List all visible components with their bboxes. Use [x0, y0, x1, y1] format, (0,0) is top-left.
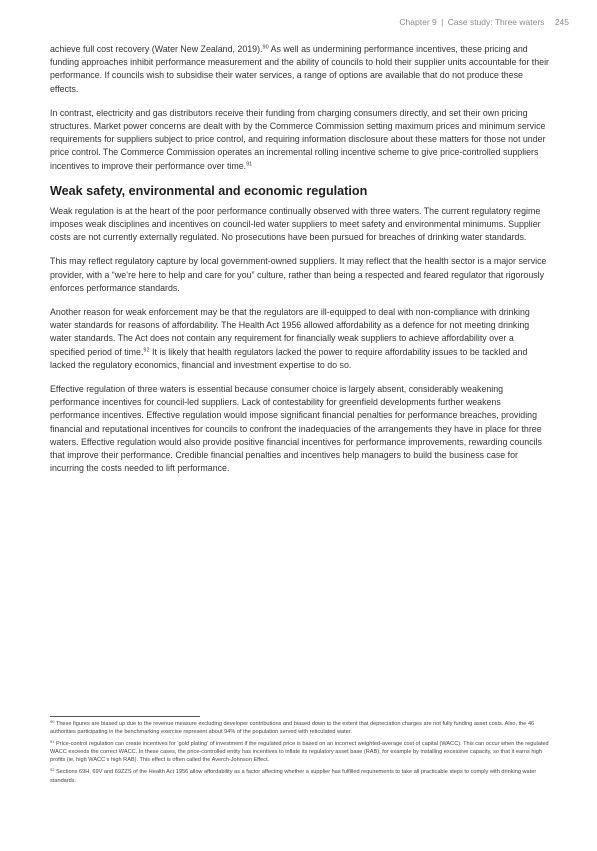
body-paragraph: [50, 255, 550, 295]
main-content: [50, 43, 550, 486]
footnote: [50, 720, 550, 736]
body-paragraph: [50, 43, 550, 96]
footnote-ref[interactable]: 91: [246, 161, 253, 168]
paragraph-text: In contrast, electricity and gas distributors receive their funding from charging consumers directly, and set their own pricing structures. Market power concerns are dealt with by the Commerce Commission setting maximum prices and minimum service requirements for suppliers subject to price control, and requiring information disclosure about these matters for those not under price control. The Commerce Commission operates an incremental rolling incentive scheme to give price-controlled suppliers incentives to improve their performance over time.: [50, 107, 546, 171]
body-paragraph: [50, 107, 550, 173]
page-number: 245: [554, 17, 569, 27]
header-separator: |: [441, 17, 444, 27]
footnotes: [50, 720, 550, 789]
footnote-text: These figures are biased up due to the revenue measure excluding developer contributions and biased down to the extent that depreciation charges are not fully funding asset costs. Also, the 46 authorities participating in the benchmarking exercise represent about 94% of the population served with reticulated water.: [50, 721, 535, 736]
paragraph-text: It is likely that health regulators lacked the power to require affordability issues to be tackled and lacked the regulatory economics, financial and investment expertise to do so.: [50, 346, 528, 370]
footnote-number: 90: [50, 719, 55, 724]
footnote: [50, 740, 550, 764]
paragraph-text: This may reflect regulatory capture by local government-owned suppliers. It may reflect that the health sector is a major service provider, with a “we’re here to help and care for you” culture, rather than being a respected and feared regulator that rigorously enforces performance standards.: [50, 256, 547, 293]
footnote-text: Price-control regulation can create incentives for ‘gold plating’ of investment if the regulated price is based on an incorrect weighted-average cost of capital (WACC). This can occur when the regulated WACC exceeds the correct WACC. In these cases, the price-controlled entity has incentives to inflate its regulatory asset base (RAB), for example by installing excessive capacity, so that it earns high profits (ie, high WACC x high RAB). This effect is often called the Averch-Johnson Effect.: [50, 741, 549, 764]
paragraph-text: Weak regulation is at the heart of the poor performance continually observed with three waters. The current regulatory regime imposes weak disciplines and incentives on council-led water suppliers to meet safety and environmental minimums. Supplier costs are not currently externally regulated. No prosecutions have been pursued for breaches of drinking water standards.: [50, 205, 541, 243]
section-label: Case study: Three waters: [447, 17, 545, 27]
paragraph-text: Effective regulation of three waters is essential because consumer choice is largely absent, considerably weakening performance incentives for council-led suppliers. Lack of contestability for greenfield developments further weakens performance incentives. Effective regulation would impose significant financial penalties for performance breaches, providing financial and reputational incentives for councils to confront the inadequacies of the arrangements they have in place for three waters. Effective regulation would also provide positive financial incentives for performance improvements, rewarding councils that improve their performance. Credible financial penalties and incentives help managers to build the business case for incurring the costs needed to lift performance.: [50, 384, 542, 474]
section-heading: Weak safety, environmental and economic regulation: [50, 183, 368, 198]
footnote-text: Sections 69H, 69V and 69ZZS of the Health Act 1956 allow affordability as a factor affecting whether a supplier has fulfilled requirements to take all practicable steps to comply with drinking water standards.: [50, 769, 537, 784]
paragraph-text: achieve full cost recovery (Water New Zealand, 2019).: [50, 44, 263, 54]
footnote-ref[interactable]: 92: [143, 347, 150, 354]
chapter-label: Chapter 9: [399, 17, 437, 27]
paragraph-text: As well as undermining performance incentives, these pricing and funding approaches inhibit performance measurement and the ability of councils to hold their supplier units accountable for their performance. If councils wish to subsidise their water services, a range of options are available that do not produce these effects.: [50, 44, 549, 94]
paragraph-text: Another reason for weak enforcement may be that the regulators are ill-equipped to deal with non-compliance with drinking water standards for reasons of affordability. The Health Act 1956 allowed affordability as a defence for not meeting drinking water standards. The Act does not contain any requirement for financially weak suppliers to achieve affordability over a specified period of time.: [50, 307, 530, 357]
running-header: [399, 17, 569, 27]
footnote-ref[interactable]: 90: [262, 44, 269, 51]
footnote-number: 91: [50, 739, 55, 745]
body-paragraph: [50, 383, 550, 475]
footnote-number: 92: [50, 767, 55, 773]
footnote-divider: [50, 716, 200, 717]
body-paragraph: [50, 205, 550, 245]
footnote: [50, 768, 550, 784]
body-paragraph: [50, 306, 550, 372]
